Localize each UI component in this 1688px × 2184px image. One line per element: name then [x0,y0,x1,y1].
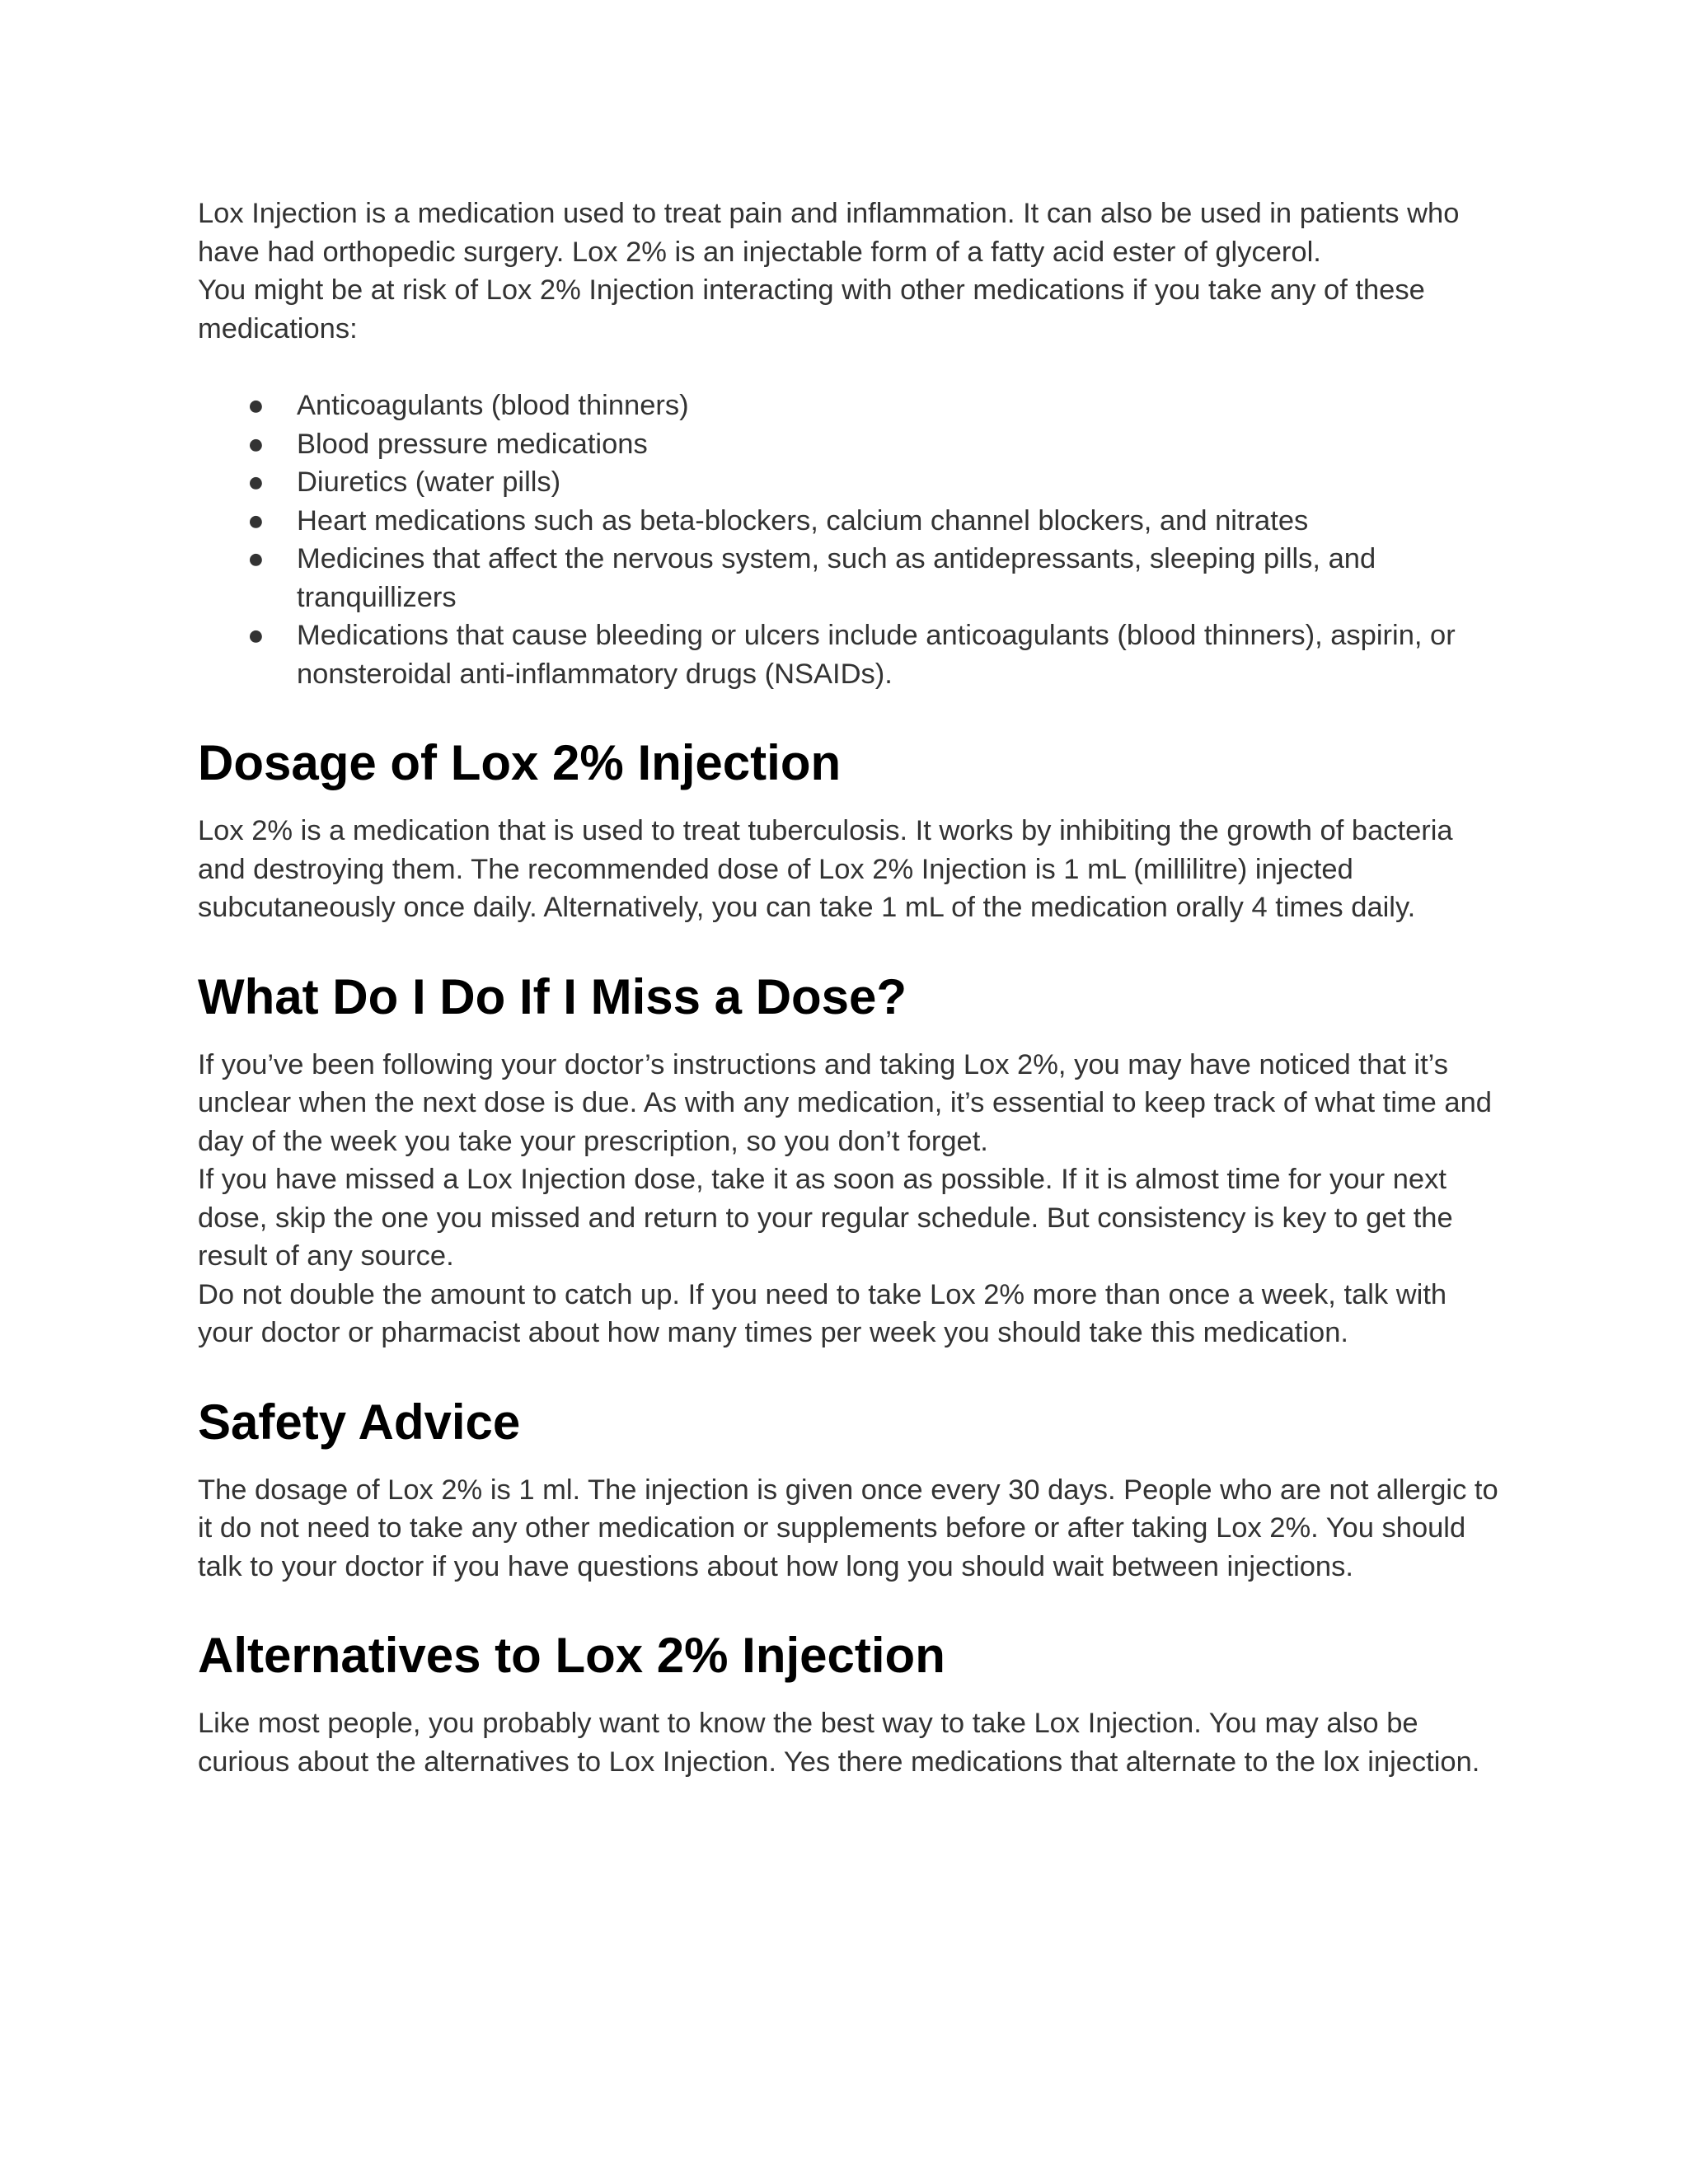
list-item-text: Medicines that affect the nervous system, such as antidepressants, sleeping pills, and tranquillizers [297,543,1376,613]
list-item-text: Diuretics (water pills) [297,466,561,498]
list-item [198,616,1500,693]
safety-section [198,1394,1500,1586]
list-item [198,463,1500,502]
section-heading: Safety Advice [198,1394,521,1450]
bullet-icon: ● [247,543,265,574]
section-paragraph: The dosage of Lox 2% is 1 ml. The injection is given once every 30 days. People who are not allergic to it do not need to take any other medication or supplements before or after taking Lox 2%. You should talk to your doctor if you have questions about how long you should wait between injections. [198,1474,1498,1582]
interaction-list [198,387,1500,693]
list-item [198,502,1500,541]
missed-dose-section [198,968,1500,1352]
bullet-icon: ● [247,466,265,498]
alternatives-section [198,1627,1500,1781]
document-page [198,194,1500,1781]
list-item [198,425,1500,464]
list-item [198,387,1500,425]
list-item-text: Blood pressure medications [297,428,648,460]
intro-paragraph: You might be at risk of Lox 2% Injection interacting with other medications if you take any of these medications: [198,274,1425,344]
section-heading: Alternatives to Lox 2% Injection [198,1628,945,1683]
list-item-text: Heart medications such as beta-blockers, calcium channel blockers, and nitrates [297,504,1309,537]
intro-paragraph: Lox Injection is a medication used to treat pain and inflammation. It can also be used in patients who have had orthopedic surgery. Lox 2% is an injectable form of a fatty acid ester of glycerol. [198,198,1460,268]
bullet-icon: ● [247,620,265,651]
list-item-text: Medications that cause bleeding or ulcers include anticoagulants (blood thinners), aspirin, or nonsteroidal anti-inflammatory drugs (NSAIDs). [297,620,1456,690]
section-paragraph: If you have missed a Lox Injection dose, take it as soon as possible. If it is almost time for your next dose, skip the one you missed and return to your regular schedule. But consistency is key to get the result of any source. [198,1164,1453,1272]
dosage-section [198,734,1500,927]
list-item-text: Anticoagulants (blood thinners) [297,390,689,421]
section-paragraph: Like most people, you probably want to know the best way to take Lox Injection. You may also be curious about the alternatives to Lox Injection. Yes there medications that alternate to the lox injection. [198,1708,1480,1778]
bullet-icon: ● [247,390,265,421]
section-heading: Dosage of Lox 2% Injection [198,735,842,790]
section-heading: What Do I Do If I Miss a Dose? [198,968,907,1024]
intro-section [198,194,1500,693]
bullet-icon: ● [247,504,265,537]
section-paragraph: Do not double the amount to catch up. If you need to take Lox 2% more than once a week, talk with your doctor or pharmacist about how many times per week you should take this medication. [198,1278,1447,1348]
section-paragraph: Lox 2% is a medication that is used to treat tuberculosis. It works by inhibiting the growth of bacteria and destroying them. The recommended dose of Lox 2% Injection is 1 mL (millilitre) injected subcutaneously once daily. Alternatively, you can take 1 mL of the medication orally 4 times daily. [198,815,1453,923]
list-item [198,540,1500,616]
section-paragraph: If you’ve been following your doctor’s instructions and taking Lox 2%, you may have noticed that it’s unclear when the next dose is due. As with any medication, it’s essential to keep track of what time and day of the week you take your prescription, so you don’t forget. [198,1048,1492,1157]
bullet-icon: ● [247,428,265,460]
